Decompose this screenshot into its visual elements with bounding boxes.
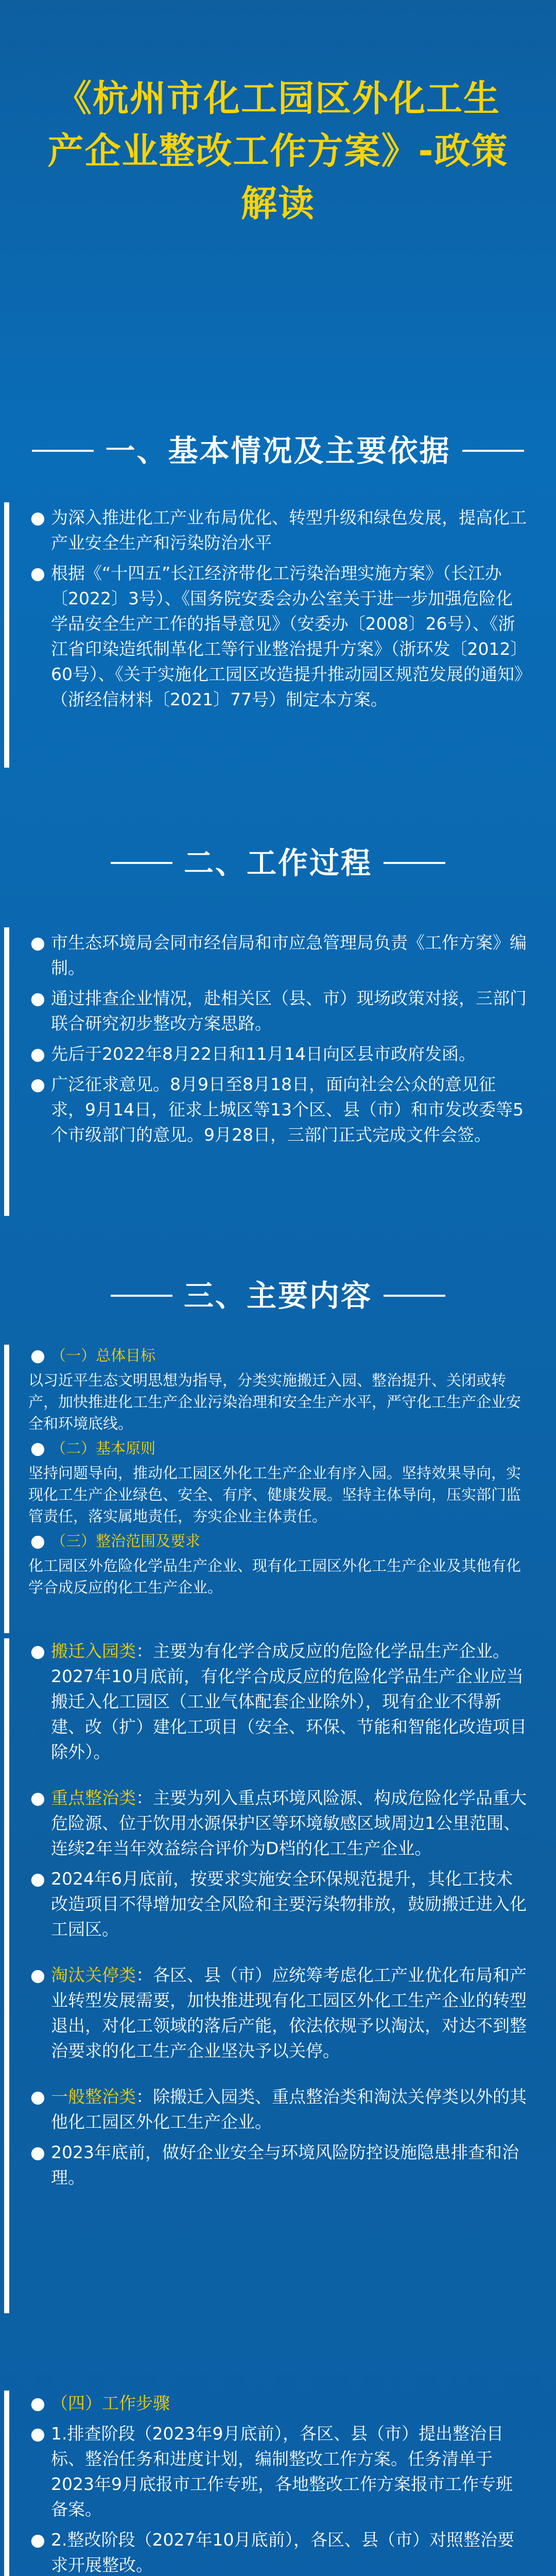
list-item: ● （四）工作步骤 xyxy=(28,2391,528,2416)
bullet-icon: ● xyxy=(30,2087,45,2107)
divider-right xyxy=(384,1295,445,1297)
list-item: 坚持问题导向，推动化工园区外化工生产企业有序入园。坚持效果导向，实现化工生产企业绿色、安全、有序、健康发展。坚持主体导向，压实部门监管责任，落实属地责任，夯实企业主体责任。 xyxy=(28,1464,522,1525)
bullet-icon: ● xyxy=(30,1788,45,1808)
list-item: ● 2.整改阶段（2027年10月底前），各区、县（市）对照整治要求开展整改。 xyxy=(28,2527,528,2576)
list-item: ● 通过排查企业情况，赴相关区（县、市）现场政策对接，三部门联合研究初步整改方案思路。 xyxy=(28,986,528,1036)
bullet-icon: ● xyxy=(30,1531,45,1551)
bullet-icon: ● xyxy=(30,1641,45,1661)
bullet-icon: ● xyxy=(30,933,45,953)
bullet-icon: ● xyxy=(30,2393,45,2413)
bullet-icon: ● xyxy=(30,1044,45,1064)
section-basic-info xyxy=(0,433,556,469)
list-item: ● （二）基本原则 xyxy=(30,1438,156,1458)
divider-right xyxy=(384,862,445,864)
list-item: ● 2023年底前，做好企业安全与环境风险防控设施隐患排查和治理。 xyxy=(28,2140,528,2190)
section-main-content xyxy=(0,1278,556,1314)
list-item: ● 广泛征求意见。8月9日至8月18日，面向社会公众的意见征求，9月14日，征求上城区等13个区、县（市）和市发改委等5个市级部门的意见。9月28日，三部门正式完成文件会签。 xyxy=(28,1072,528,1147)
list-item: ● 为深入推进化工产业布局优化、转型升级和绿色发展，提高化工产业安全生产和污染防治水平 xyxy=(28,505,528,555)
principles-list xyxy=(28,1345,528,1601)
bullet-icon: ● xyxy=(30,1438,45,1458)
bullet-icon: ● xyxy=(30,507,45,528)
divider-left xyxy=(111,1295,172,1297)
section-heading: 三、主要内容 xyxy=(183,1278,372,1313)
list-item: ● 先后于2022年8月22日和11月14日向区县市政府发函。 xyxy=(28,1041,528,1066)
section-side-bar xyxy=(4,2391,9,2576)
section-side-bar xyxy=(4,927,9,1216)
bullet-icon: ● xyxy=(30,988,45,1008)
bullet-icon: ● xyxy=(30,563,45,583)
steps-list xyxy=(28,2391,528,2576)
list-item: ● 搬迁入园类：主要为有化学合成反应的危险化学品生产企业。2027年10月底前，有化学合成反应的危险化学品生产企业应当搬迁入化工园区（工业气体配套企业除外），现有企业不得新建、改（扩）建化工项目（安全、环保、节能和智能化改造项目除外）。 xyxy=(28,1638,528,1765)
bullet-icon: ● xyxy=(30,2424,45,2444)
list-item: ● （三）整治范围及要求 xyxy=(30,1531,201,1551)
list-item: ● 根据《“十四五”长江经济带化工污染治理实施方案》（长江办〔2022〕3号）、《国务院安委会办公室关于进一步加强危险化学品安全生产工作的指导意见》（安委办〔2008〕26号）、《浙江省印染造纸制革化工等行业整治提升方案》（浙环发〔2012〕60号）、《关于实施化工园区改造提升推动园区规范发展的通知》（浙经信材料〔2021〕77号）制定本方案。 xyxy=(28,561,528,712)
page-title: 《杭州市化工园区外化工生产企业整改工作方案》-政策解读 xyxy=(47,77,509,225)
list-item: ● 重点整治类：主要为列入重点环境风险源、构成危险化学品重大危险源、位于饮用水源保护区等环境敏感区域周边1公里范围、连续2年当年效益综合评价为D档的化工生产企业。 xyxy=(28,1785,528,1861)
section-heading: 一、基本情况及主要依据 xyxy=(105,433,451,468)
bullet-icon: ● xyxy=(30,1074,45,1094)
divider-left xyxy=(32,450,94,452)
list-item: ● （一）总体目标 xyxy=(30,1345,156,1365)
list-item: ● 市生态环境局会同市经信局和市应急管理局负责《工作方案》编制。 xyxy=(28,930,528,980)
list-item: ● 2024年6月底前，按要求实施安全环保规范提升，其化工技术改造项目不得增加安全风险和主要污染物排放，鼓励搬迁进入化工园区。 xyxy=(28,1866,528,1942)
section-side-bar xyxy=(4,1345,9,1633)
list-item: ● 淘汰关停类：各区、县（市）应统筹考虑化工产业优化布局和产业转型发展需要，加快推进现有化工园区外化工生产企业的转型退出，对化工领域的落后产能，依法依规予以淘汰，对达不到整治要求的化工生产企业坚决予以关停。 xyxy=(28,1962,528,2063)
bullet-icon: ● xyxy=(30,2530,45,2550)
work-process-list xyxy=(28,930,528,1153)
divider-right xyxy=(462,450,524,452)
bullet-icon: ● xyxy=(30,1965,45,1985)
divider-left xyxy=(111,862,172,864)
section-work-process xyxy=(0,845,556,881)
section-side-bar xyxy=(4,502,9,768)
list-item: ● 一般整治类：除搬迁入园类、重点整治类和淘汰关停类以外的其他化工园区外化工生产企业。 xyxy=(28,2084,528,2134)
list-item: 以习近平生态文明思想为指导，分类实施搬迁入园、整治提升、关闭或转产，加快推进化工生产企业污染治理和安全生产水平，严守化工生产企业安全和环境底线。 xyxy=(28,1371,522,1432)
bullet-icon: ● xyxy=(30,2142,45,2162)
bullet-icon: ● xyxy=(30,1345,45,1365)
section-side-bar xyxy=(4,1638,9,2313)
basic-info-list xyxy=(28,505,528,717)
list-item: 化工园区外危险化学品生产企业、现有化工园区外化工生产企业及其他有化学合成反应的化工生产企业。 xyxy=(28,1557,522,1596)
list-item: ● 1.排查阶段（2023年9月底前），各区、县（市）提出整治目标、整治任务和进度计划，编制整改工作方案。任务清单于2023年9月底报市工作专班，各地整改工作方案报市工作专班备案。 xyxy=(28,2421,528,2522)
bullet-icon: ● xyxy=(30,1869,45,1889)
categories-list xyxy=(28,1638,528,2195)
section-heading: 二、工作过程 xyxy=(183,845,372,880)
